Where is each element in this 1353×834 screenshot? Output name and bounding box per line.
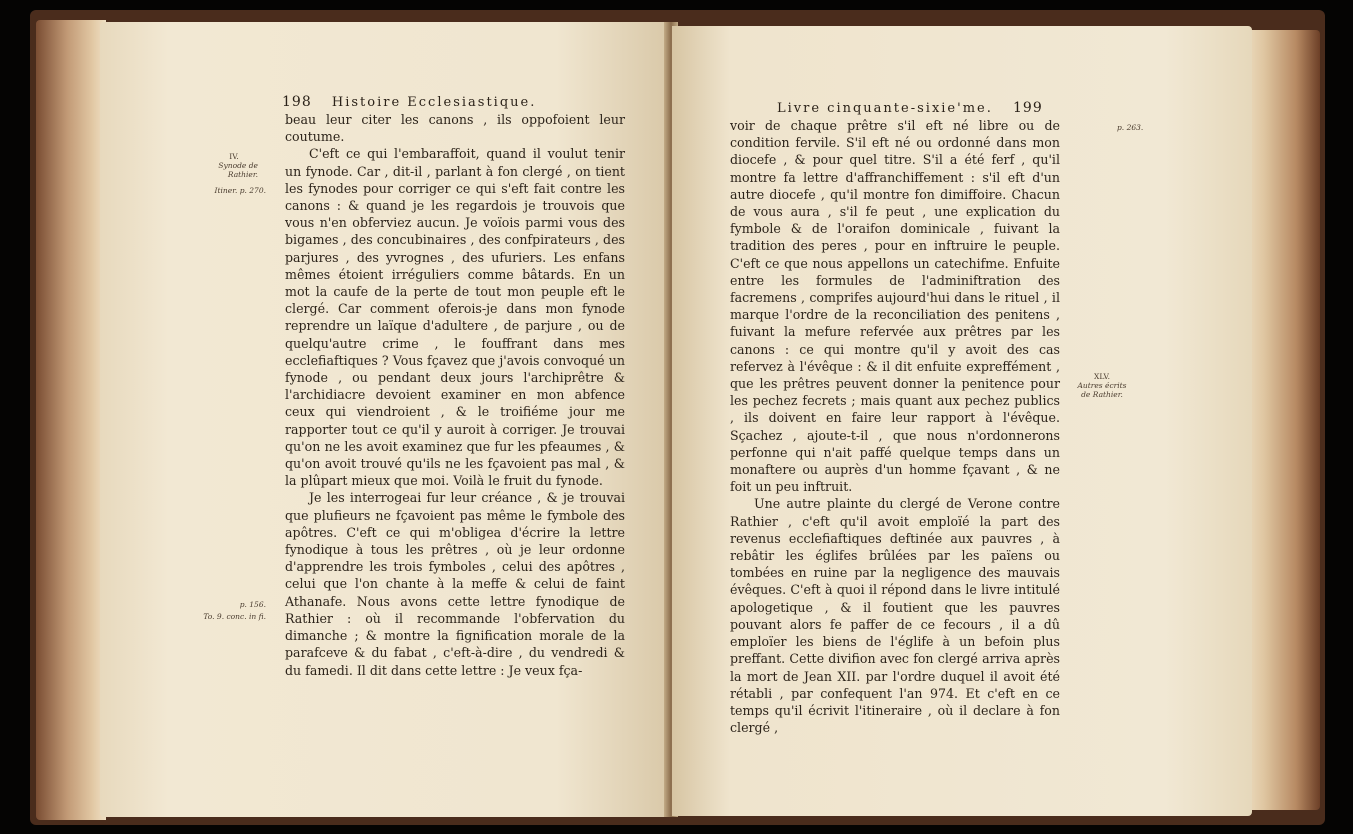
section-number: XLV. (1094, 372, 1110, 381)
right-running-head (777, 100, 1043, 116)
left-page (100, 22, 670, 817)
left-body-text (285, 111, 625, 679)
paragraph: C'eft ce qui l'embaraffoit, quand il voulut tenir un fynode. Car , dit-il , parlant à fon clergé , on tient les fynodes pour corriger ce qui s'eft fait contre les canons : & quand je les regardois je trouvois que vous n'en obferviez aucun. Je voïois parmi vous des bigames , des concubinaires , des confpirateurs , des parjures , des yvrognes , des ufuriers. Les enfans mêmes étoient irréguliers comme bâtards. En un mot la caufe de la perte de tout mon peuple eft le clergé. Car comment oferois-je dans mon fynode reprendre un laïque d'adultere , de parjure , ou de quelqu'autre crime , le fouffrant dans mes ecclefiaftiques ? Vous fçavez que j'avois convoqué un fynode , ou pendant deux jours l'archiprêtre & l'archidiacre devoient examiner en mon abfence ceux qui viendroient , & le troifiéme jour me rapporter tout ce qu'il y auroit à corriger. Je trouvai qu'on ne les avoit examinez que fur les pfeaumes , & qu'on avoit trouvé qu'ils ne les fçavoient pas mal , & la plûpart mieux que moi. Voilà le fruit du fynode. (285, 146, 625, 489)
left-page-edges (36, 20, 106, 820)
paragraph: beau leur citer les canons , ils oppofoient leur coutume. (285, 112, 625, 145)
margin-reference: p. 156. (239, 600, 266, 609)
right-title: Livre cinquante-sixie'me. (777, 101, 993, 116)
left-running-head (282, 94, 536, 110)
right-page (672, 26, 1252, 816)
margin-reference: p. 263. (1117, 123, 1144, 132)
left-title: Histoire Ecclesiastique. (331, 95, 537, 110)
left-page-number: 198 (282, 94, 312, 110)
paragraph: Je les interrogeai fur leur créance , & je trouvai que plufieurs ne fçavoient pas même le fymbole des apôtres. C'eft ce qui m'obligea d'écrire la lettre fynodique à tous les prêtres , où je leur ordonne d'apprendre les trois fymboles , celui des apôtres , celui que l'on chante à la meffe & celui de faint Athanafe. Nous avons cette lettre fynodique de Rathier : où il recommande l'obfervation du dimanche ; & montre la fignification morale de la parafceve & du fabat , c'eft-à-dire , du vendredi & du famedi. Il dit dans cette lettre : Je veux fça- (285, 490, 625, 678)
right-page-number: 199 (1013, 100, 1043, 116)
paragraph: voir de chaque prêtre s'il eft né libre ou de condition fervile. S'il eft né ou ordonné dans mon diocefe , & pour quel titre. S'il a été ferf , qu'il montre fa lettre d'affranchiffement : s'il eft d'un autre diocefe , qu'il montre fon dimiffoire. Chacun de vous aura , s'il fe peut , une explication du fymbole & de l'oraifon dominicale , fuivant la tradition des peres , pour en inftruire le peuple. C'eft ce que nous appellons un catechifme. Enfuite entre les formules de l'adminiftration des facremens , comprifes aujourd'hui dans le rituel , il marque l'ordre de la reconciliation des penitens , fuivant la mefure refervée aux prêtres par les canons : ce qui montre qu'il y avoit des cas refervez à l'évêque : & il dit enfuite expreffément , que les prêtres peuvent donner la penitence pour les pechez fecrets ; mais quant aux pechez publics , ils doivent en faire leur rapport à l'évêque. Sçachez , ajoute-t-il , que nous n'ordonnerons perfonne qui n'ait paffé quelque temps dans un monaftere ou auprès d'un homme fçavant , & ne foit un peu inftruit. (730, 118, 1060, 495)
margin-reference: Itiner. p. 270. (214, 186, 266, 195)
left-margin-section (210, 152, 258, 179)
section-title: Synode de Rathier. (218, 161, 258, 179)
paragraph: Une autre plainte du clergé de Verone contre Rathier , c'eft qu'il avoit emploïé la part des revenus ecclefiaftiques deftinée aux pauvres , à rebâtir les églifes brûlées par les païens ou tombées en ruine par la negligence des mauvais évêques. C'eft à quoi il répond dans le livre intitulé apologetique , & il foutient que les pauvres pouvant alors fe paffer de ce fecours , il a dû emploïer les biens de l'églife à un befoin plus preffant. Cette divifion avec fon clergé arriva après la mort de Jean XII. par l'ordre duquel il avoit été rétabli , par confequent l'an 974. Et c'eft en ce temps qu'il écrivit l'itineraire , où il declare à fon clergé , (730, 496, 1060, 736)
section-number: IV. (229, 152, 239, 161)
right-page-edges (1240, 30, 1320, 810)
margin-reference: To. 9. conc. in fi. (203, 612, 266, 621)
right-margin-section (1072, 372, 1132, 399)
section-title: Autres écrits de Rathier. (1077, 381, 1127, 399)
right-body-text (730, 117, 1060, 736)
